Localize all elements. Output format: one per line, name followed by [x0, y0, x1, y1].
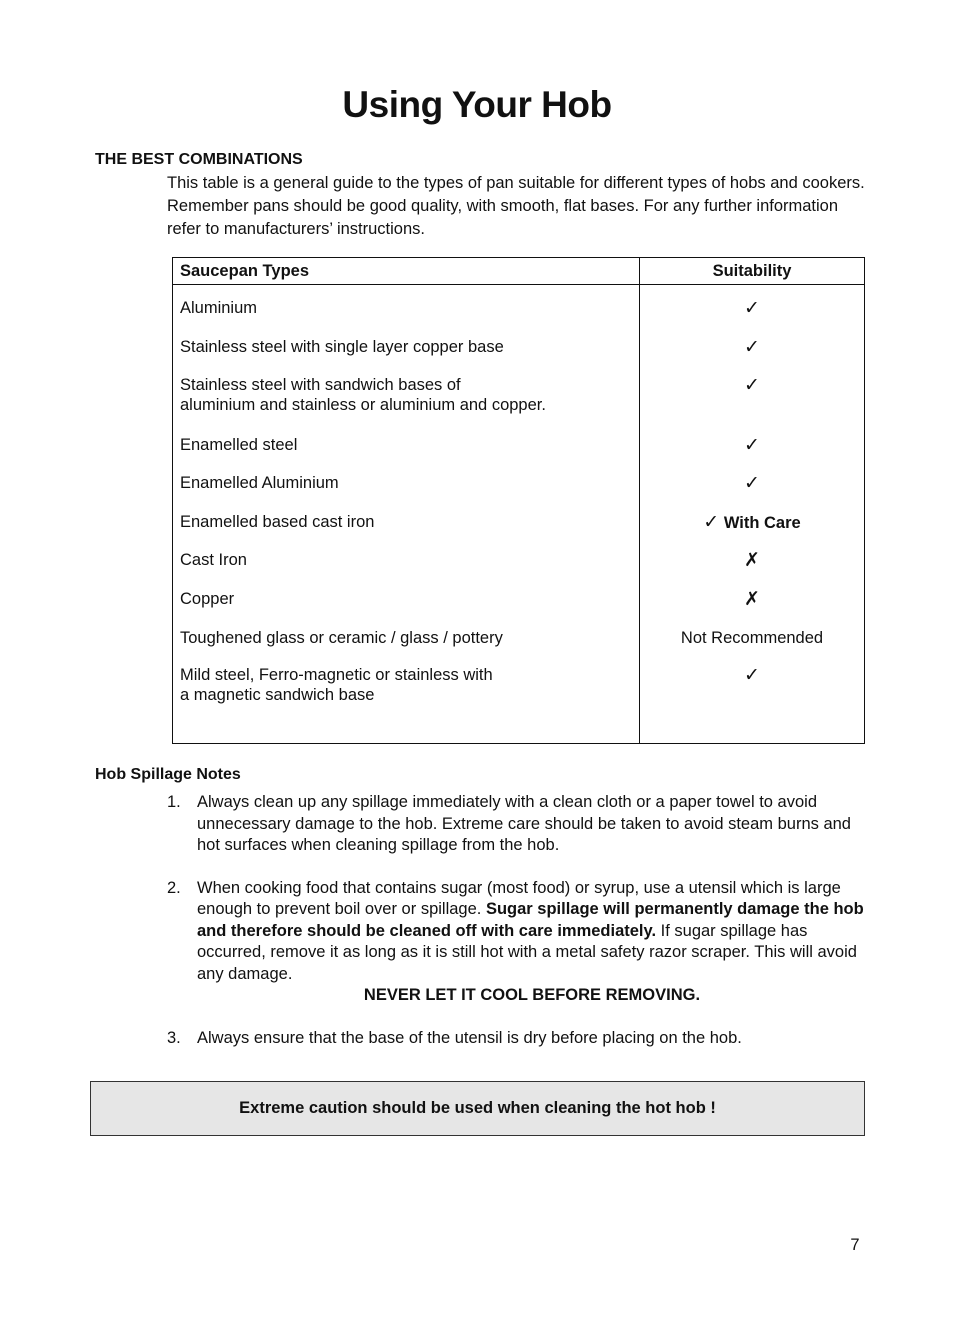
caution-text: Extreme caution should be used when cleaning the hot hob !: [239, 1099, 716, 1117]
suitability-note: With Care: [723, 513, 801, 532]
saucepan-table: [172, 257, 865, 744]
suitability-cell: [640, 499, 865, 538]
note-warning-bold: Sugar spillage will permanently damage the hob and therefore should be cleaned off with care immediately.: [197, 900, 864, 940]
check-mark-icon: ✓: [744, 433, 760, 456]
note-text: Always clean up any spillage immediately with a clean cloth or a paper towel to avoid unnecessary damage to the hob. Extreme care should be taken to avoid steam burns and hot surfaces when cleaning spillage from the hob.: [197, 793, 851, 854]
saucepan-type-line: Enamelled based cast iron: [180, 512, 375, 531]
table-row: [173, 499, 865, 538]
saucepan-type-line: Mild steel, Ferro-magnetic or stainless with: [180, 666, 493, 685]
spillage-notes-list: [167, 792, 867, 1070]
table-spacer-row: [173, 743, 865, 744]
spillage-heading: Hob Spillage Notes: [95, 766, 241, 783]
saucepan-type-cell: [173, 537, 640, 576]
note-number: 1.: [167, 793, 181, 811]
table-row: [173, 537, 865, 576]
check-mark-icon: ✓: [744, 335, 760, 358]
saucepan-type-cell: [173, 460, 640, 499]
saucepan-type-cell: [173, 422, 640, 461]
suitability-cell: [640, 576, 865, 615]
table-row: [173, 285, 865, 324]
table-row: [173, 362, 865, 421]
suitability-cell: [640, 460, 865, 499]
note-number: 3.: [167, 1028, 181, 1047]
check-mark-icon: ✓: [703, 510, 720, 533]
note-emphasis: NEVER LET IT COOL BEFORE REMOVING.: [363, 986, 701, 1004]
saucepan-type-line: Enamelled steel: [180, 435, 298, 454]
saucepan-type-cell: [173, 576, 640, 615]
spacer-cell: [640, 743, 865, 744]
check-mark-icon: ✓: [744, 374, 760, 397]
note-number: 2.: [167, 878, 181, 897]
saucepan-type-line: Cast Iron: [180, 551, 247, 570]
check-mark-icon: ✓: [744, 297, 760, 319]
saucepan-type-cell: [173, 324, 640, 363]
page-number: 7: [850, 1236, 860, 1254]
note-text-part: When cooking food that contains sugar (most food) or syrup, use a utensil which is large enough to prevent boil over or spillage.: [197, 878, 841, 918]
check-mark-icon: ✓: [744, 664, 760, 687]
suitability-cell: [640, 652, 865, 743]
saucepan-type-line: Enamelled Aluminium: [180, 474, 339, 493]
suitability-cell: [640, 537, 865, 576]
saucepan-type-line: aluminium and stainless or aluminium and copper.: [180, 395, 546, 414]
header-suitability: Suitability: [640, 258, 865, 285]
saucepan-type-line: Copper: [180, 590, 235, 609]
saucepan-type-cell: [173, 615, 640, 653]
table-row: [173, 460, 865, 499]
table-header-row: [173, 258, 865, 285]
suitability-cell: [640, 422, 865, 461]
note-text: [197, 878, 867, 1007]
saucepan-type-line: Aluminium: [180, 299, 258, 317]
saucepan-type-cell: [173, 362, 640, 421]
cross-mark-icon: ✗: [744, 588, 760, 611]
intro-text: This table is a general guide to the types of pan suitable for different types of hobs and cookers. Remember pans should be good quality, with smooth, flat bases. For any further information refer to manufacturers’ instructions.: [167, 174, 865, 238]
suitability-cell: [640, 615, 865, 653]
list-item: [167, 792, 867, 857]
cross-mark-icon: ✗: [744, 549, 760, 572]
suitability-cell: [640, 324, 865, 363]
page-title: Using Your Hob: [342, 84, 612, 125]
saucepan-type-line: Toughened glass or ceramic / glass / pottery: [180, 628, 503, 647]
saucepan-type-line: Stainless steel with sandwich bases of: [180, 376, 461, 395]
table-row: [173, 576, 865, 615]
saucepan-type-line: Stainless steel with single layer copper base: [180, 337, 504, 356]
note-text-part: If sugar spillage has occurred, remove it as long as it is still hot with a metal safety razor scraper. This will avoid any damage.: [197, 921, 857, 983]
list-item: [167, 1028, 867, 1050]
list-item: [167, 878, 867, 1007]
note-text: Always ensure that the base of the utensil is dry before placing on the hob.: [197, 1028, 742, 1047]
table-row: [173, 615, 865, 653]
best-combinations-heading: THE BEST COMBINATIONS: [95, 151, 303, 168]
saucepan-type-line: a magnetic sandwich base: [180, 685, 375, 704]
table-row: [173, 324, 865, 363]
suitability-cell: [640, 362, 865, 421]
saucepan-type-cell: [173, 285, 640, 324]
intro-paragraph: [167, 172, 867, 241]
caution-box: [90, 1081, 865, 1136]
saucepan-type-cell: [173, 652, 640, 743]
table-row: [173, 422, 865, 461]
header-saucepan-types: Saucepan Types: [173, 258, 640, 285]
suitability-text: Not Recommended: [680, 628, 824, 647]
saucepan-type-cell: [173, 499, 640, 538]
spacer-cell: [173, 743, 640, 744]
check-mark-icon: ✓: [744, 472, 760, 495]
suitability-cell: [640, 285, 865, 324]
table-row: [173, 652, 865, 743]
